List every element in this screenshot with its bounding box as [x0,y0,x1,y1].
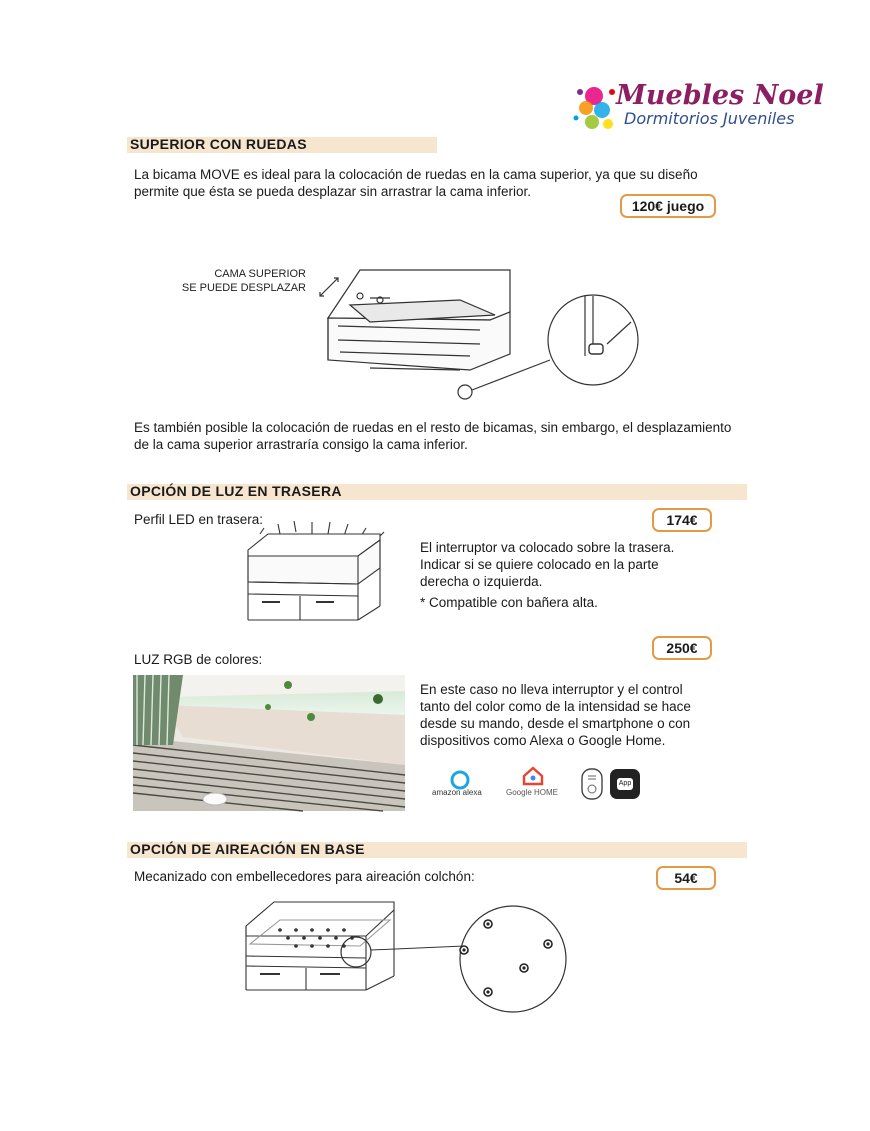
price-tag: 250€ [652,636,712,660]
amazon-alexa-icon [432,768,490,800]
option-description: desde su mando, desde el smartphone o con [420,716,691,731]
option-description: derecha o izquierda. [420,574,543,589]
figure-label: SE PUEDE DESPLAZAR [181,282,306,294]
rgb-light-photo [133,675,405,811]
section-title: OPCIÓN DE AIREACIÓN EN BASE [130,841,365,857]
app-icon [610,769,640,799]
led-bed-drawing [240,520,400,630]
logo-title: Muebles Noel [616,80,824,111]
paragraph-line: de la cama superior arrastraría consigo la cama inferior. [134,437,468,452]
option-description: Indicar si se quiere colocado en la parte [420,557,659,572]
option-description: En este caso no lleva interruptor y el control [420,682,683,697]
paragraph-line: La bicama MOVE es ideal para la colocación de ruedas en la cama superior, ya que su diseño [134,167,698,182]
remote-control-icon [580,768,606,800]
section-title: OPCIÓN DE LUZ EN TRASERA [130,483,342,499]
paragraph-line: Es también posible la colocación de ruedas en el resto de bicamas, sin embargo, el desplazamiento [134,420,732,435]
google-home-icon [504,766,562,800]
alexa-label: amazon alexa [432,788,482,797]
figure-label: CAMA SUPERIOR [214,268,306,280]
vent-detail-circle [458,904,568,1014]
app-label: App [617,778,633,790]
option-description: tanto del color como de la intensidad se hace [420,699,691,714]
section-text: Mecanizado con embellecedores para aireación colchón: [134,869,475,884]
option-note: * Compatible con bañera alta. [420,595,598,610]
paragraph-line: permite que ésta se pueda desplazar sin arrastrar la cama inferior. [134,184,531,199]
option-description: El interruptor va colocado sobre la trasera. [420,540,675,555]
google-home-label: Google HOME [506,788,559,797]
option-label: Perfil LED en trasera: [134,512,264,527]
price-tag: 174€ [652,508,712,532]
option-description: dispositivos como Alexa o Google Home. [420,733,666,748]
price-tag: 54€ [656,866,716,890]
logo [572,76,824,138]
logo-subtitle: Dormitorios Juveniles [624,109,795,128]
ventilated-bed-drawing [240,900,400,1010]
price-tag: 120€ juego [620,194,716,218]
option-label: LUZ RGB de colores: [134,652,263,667]
wheel-detail-circle [547,294,639,386]
section-title: SUPERIOR CON RUEDAS [130,136,307,152]
